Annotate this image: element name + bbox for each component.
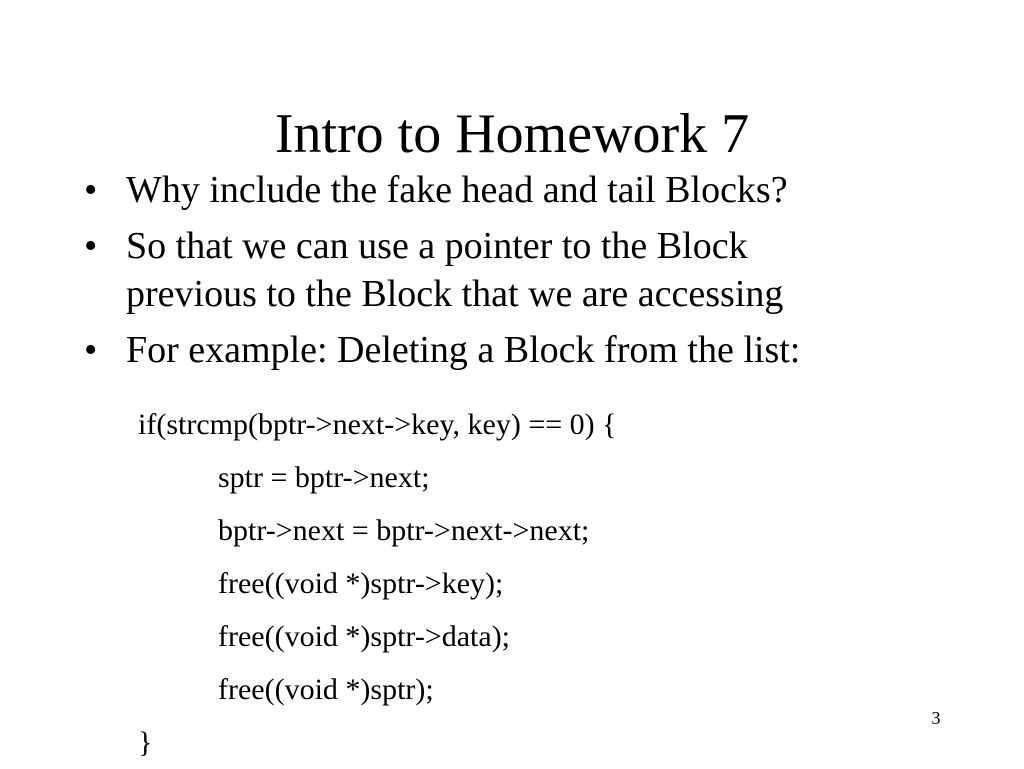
code-line: bptr->next = bptr->next->next; — [218, 514, 590, 547]
bullet-text-continued: previous to the Block that we are accessing — [126, 273, 784, 315]
bullet-item — [84, 222, 984, 318]
code-line: free((void *)sptr); — [218, 673, 434, 706]
bullet-item — [84, 166, 984, 214]
bullet-text: For example: Deleting a Block from the list: — [126, 329, 801, 371]
bullet-item — [84, 326, 984, 374]
bullet-text: Why include the fake head and tail Blocks? — [126, 169, 788, 211]
code-line: free((void *)sptr->data); — [218, 620, 511, 653]
bullet-marker: • — [84, 329, 98, 371]
bullet-marker: • — [84, 169, 98, 211]
bullet-marker: • — [84, 225, 98, 267]
slide-title: Intro to Homework 7 — [274, 103, 750, 165]
bullet-list — [84, 166, 984, 382]
code-line: if(strcmp(bptr->next->key, key) == 0) { — [138, 408, 617, 441]
bullet-text: So that we can use a pointer to the Block — [126, 225, 748, 267]
code-line: sptr = bptr->next; — [218, 461, 430, 494]
page-number: 3 — [931, 708, 941, 728]
code-line: free((void *)sptr->key); — [218, 567, 504, 600]
code-line: } — [138, 726, 153, 759]
code-block — [138, 398, 898, 769]
